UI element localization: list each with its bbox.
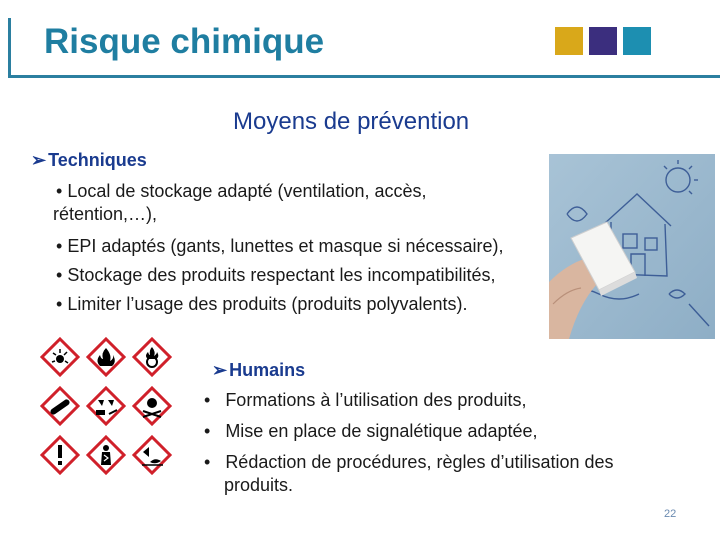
accent-square-gold (555, 27, 583, 55)
accent-square-purple (589, 27, 617, 55)
list-item: • Formations à l’utilisation des produits, (204, 390, 527, 410)
techniques-heading (31, 150, 147, 171)
exclamation-icon (40, 435, 80, 475)
exploding-bomb-icon (40, 337, 80, 377)
title-left-rule (8, 18, 11, 78)
list-item-continuation: rétention,…), (53, 204, 158, 224)
humains-heading-label: Humains (229, 360, 306, 380)
humains-heading (212, 360, 305, 381)
list-item: • Mise en place de signalétique adaptée, (204, 421, 538, 441)
title-underline (8, 75, 720, 78)
health-hazard-icon (86, 435, 126, 475)
list-item: • Limiter l’usage des produits (produits polyvalents). (56, 294, 468, 314)
accent-square-teal (623, 27, 651, 55)
flame-icon (86, 337, 126, 377)
arrow-bullet-icon: ➢ (31, 150, 47, 170)
page-number: 22 (664, 508, 677, 520)
list-item: • Rédaction de procédures, règles d’utilisation des (204, 452, 614, 472)
corrosion-icon (86, 386, 126, 426)
environment-icon (132, 435, 172, 475)
gas-cylinder-icon (40, 386, 80, 426)
arrow-bullet-icon: ➢ (212, 360, 228, 380)
techniques-heading-label: Techniques (48, 150, 147, 170)
page-title: Risque chimique (44, 22, 325, 61)
hand-erasing-drawing-image (549, 154, 715, 339)
section-subtitle: Moyens de prévention (233, 108, 470, 135)
list-item: • Stockage des produits respectant les incompatibilités, (56, 265, 496, 285)
list-item-continuation: produits. (224, 475, 294, 495)
list-item: • EPI adaptés (gants, lunettes et masque si nécessaire), (56, 236, 504, 256)
flame-over-circle-icon (132, 337, 172, 377)
list-item: • Local de stockage adapté (ventilation, accès, (56, 181, 427, 201)
skull-icon (132, 386, 172, 426)
